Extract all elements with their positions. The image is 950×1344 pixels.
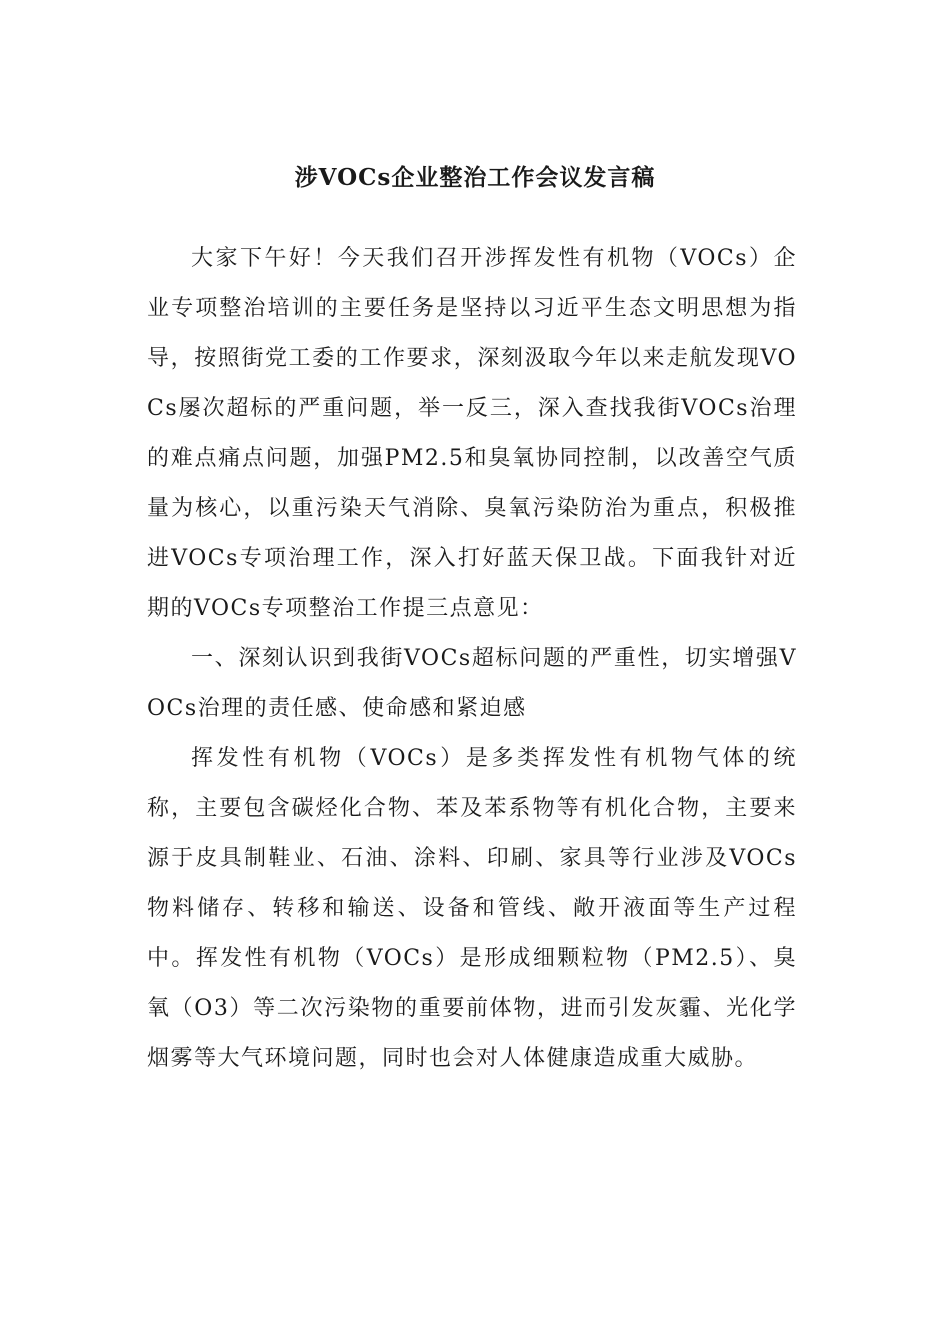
document-body xyxy=(147,234,797,1084)
section-heading-one: 一、深刻认识到我街VOCs超标问题的严重性，切实增强VOCs治理的责任感、使命感和紧迫感 xyxy=(147,646,797,721)
paragraph-vocs-definition: 挥发性有机物（VOCs）是多类挥发性有机物气体的统称，主要包含碳烃化合物、苯及苯系物等有机化合物，主要来源于皮具制鞋业、石油、涂料、印刷、家具等行业涉及VOCs物料储存、转移和输送、设备和管线、敞开液面等生产过程中。挥发性有机物（VOCs）是形成细颗粒物（PM2.5）、臭氧（O3）等二次污染物的重要前体物，进而引发灰霾、光化学烟雾等大气环境问题，同时也会对人体健康造成重大威胁。 xyxy=(147,746,797,1071)
paragraph-intro: 大家下午好！今天我们召开涉挥发性有机物（VOCs）企业专项整治培训的主要任务是坚持以习近平生态文明思想为指导，按照街党工委的工作要求，深刻汲取今年以来走航发现VOCs屡次超标的严重问题，举一反三，深入查找我街VOCs治理的难点痛点问题，加强PM2.5和臭氧协同控制，以改善空气质量为核心，以重污染天气消除、臭氧污染防治为重点，积极推进VOCs专项治理工作，深入打好蓝天保卫战。下面我针对近期的VOCs专项整治工作提三点意见： xyxy=(147,246,797,621)
document-title: 涉VOCs企业整治工作会议发言稿 xyxy=(294,164,656,191)
